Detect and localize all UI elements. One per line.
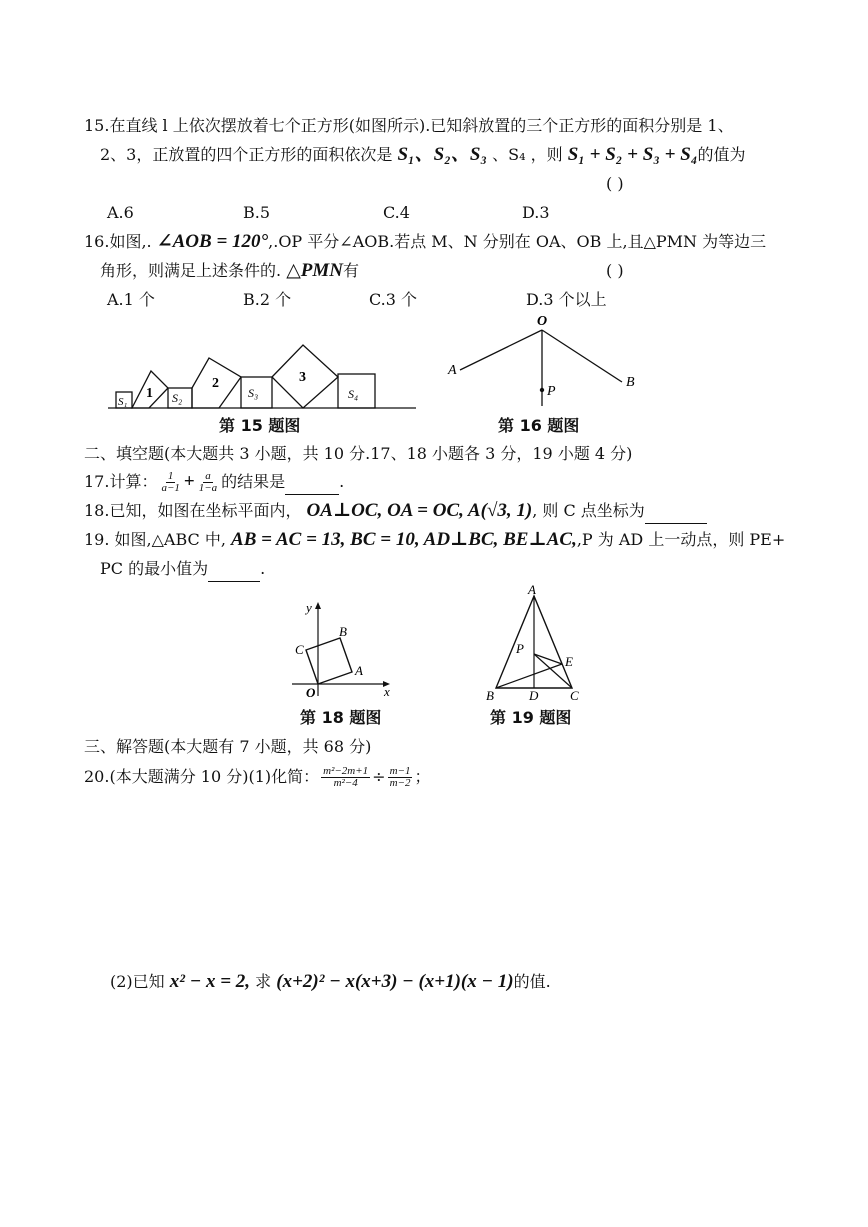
label-s4: S₄	[348, 387, 359, 401]
q18-text-b: , 则 C 点坐标为	[532, 501, 645, 520]
figure-16	[444, 310, 644, 414]
ray-ob	[542, 330, 622, 382]
q16-option-c: C.3 个	[369, 290, 418, 309]
q15-line2	[100, 143, 745, 167]
q17-answer-blank[interactable]	[285, 470, 339, 495]
q19-text-a: 19. 如图,△ABC 中,	[84, 530, 226, 549]
q19-line1	[84, 528, 785, 552]
q17-text-a: 17.计算：	[84, 472, 158, 491]
section-3-heading: 三、解答题(本大题有 7 小题，共 68 分)	[84, 737, 372, 756]
label-d: D	[529, 688, 539, 703]
q18-answer-blank[interactable]	[645, 499, 707, 524]
label-p: P	[516, 641, 524, 656]
label-b: B	[339, 624, 347, 639]
q15-line2-text-a: 2、3，正放置的四个正方形的面积依次是	[100, 145, 393, 164]
q17-f1-den: a−1	[161, 482, 180, 494]
q17-text-b: 的结果是	[221, 472, 286, 491]
q17-f2-den: 1−a	[198, 482, 218, 494]
q16-line2-text-b: 有	[343, 261, 360, 280]
label-s3: S₃	[248, 386, 259, 400]
q15-sum: S₁ + S₂ + S₃ + S₄	[567, 144, 698, 165]
q20-p2-expression: (x+2)² − x(x+3) − (x+1)(x − 1)	[276, 971, 514, 992]
q20-f1-den: m²−4	[333, 777, 358, 789]
q20-p2-condition: x² − x = 2,	[169, 971, 251, 992]
figure-18	[286, 596, 396, 700]
q15-option-a: A.6	[107, 203, 134, 222]
q17-f1-num: 1	[167, 470, 174, 482]
label-1: 1	[146, 386, 153, 401]
q17	[84, 470, 344, 495]
q19-end: .	[260, 559, 266, 578]
q15-sep: 、S₄ ，则	[492, 145, 563, 164]
label-a: A	[355, 663, 363, 678]
label-b: B	[486, 688, 494, 703]
q16-angle: ∠AOB = 120°	[156, 231, 269, 252]
point-p	[540, 388, 544, 392]
q18	[84, 499, 707, 524]
figure-18-caption: 第 18 题图	[300, 708, 382, 727]
q15-option-b: B.5	[243, 203, 271, 222]
q15-line1: 15.在直线 l 上依次摆放着七个正方形(如图所示).已知斜放置的三个正方形的面积分别是 1、	[84, 116, 734, 135]
q18-text-a: 18.已知，如图在坐标平面内，	[84, 501, 302, 520]
y-axis-arrow	[315, 602, 321, 609]
q20-end: ；	[414, 767, 431, 786]
q16-line1	[84, 230, 766, 254]
label-y: y	[306, 600, 312, 615]
label-c: C	[570, 688, 579, 703]
q15-s123: S₁、S₂、S₃	[397, 144, 488, 165]
section-2-heading: 二、填空题(本大题共 3 小题，共 10 分.17、18 小题各 3 分，19 小题 4 分)	[84, 444, 633, 463]
q19-text-b: ,P 为 AD 上一动点，则 PE+	[576, 530, 786, 549]
q20-p2-text-c: 的值.	[513, 972, 551, 991]
q20-fraction-1	[321, 766, 370, 789]
q20-part1	[84, 765, 430, 789]
q19-line2	[100, 557, 265, 582]
q16-option-a: A.1 个	[107, 290, 155, 309]
q17-end: .	[339, 472, 345, 491]
label-b: B	[626, 375, 635, 390]
q15-option-c: C.4	[383, 203, 410, 222]
q20-part2	[110, 970, 551, 994]
q20-text-a: 20.(本大题满分 10 分)(1)化简：	[84, 767, 320, 786]
q17-fraction-1	[159, 471, 181, 494]
label-a: A	[448, 363, 457, 378]
q15-answer-paren: ( )	[606, 174, 624, 193]
q20-p2-text-b: 求	[255, 972, 272, 991]
figure-16-caption: 第 16 题图	[498, 416, 580, 435]
q20-f2-den: m−2	[389, 777, 411, 789]
segment-pe	[534, 654, 562, 664]
label-s1: S₁	[118, 396, 128, 408]
label-a: A	[528, 582, 536, 597]
figure-15-caption: 第 15 题图	[219, 416, 301, 435]
label-2: 2	[212, 376, 219, 391]
q16-line1-text-b: ,.OP 平分∠AOB.若点 M、N 分别在 OA、OB 上,且△PMN 为等边三	[268, 232, 767, 251]
q16-triangle: △PMN	[286, 260, 344, 281]
label-e: E	[565, 654, 573, 669]
q16-option-b: B.2 个	[243, 290, 292, 309]
q17-plus: +	[183, 471, 195, 492]
label-3: 3	[299, 370, 306, 385]
q20-p2-text-a: (2)已知	[110, 972, 165, 991]
q20-f1-num: m²−2m+1	[323, 765, 369, 777]
label-s2: S₂	[172, 391, 183, 405]
q17-f2-num: a	[205, 470, 211, 482]
q15-option-d: D.3	[522, 203, 550, 222]
q19-line2-text: PC 的最小值为	[100, 559, 209, 578]
label-x: x	[384, 684, 390, 699]
q17-fraction-2	[197, 471, 219, 494]
q16-line1-text-a: 16.如图,.	[84, 232, 152, 251]
label-p: P	[547, 384, 556, 399]
figure-15	[108, 340, 418, 416]
q16-answer-paren: ( )	[606, 261, 624, 280]
label-c: C	[295, 642, 304, 657]
q16-line2-text-a: 角形，则满足上述条件的.	[100, 261, 282, 280]
figure-19-caption: 第 19 题图	[490, 708, 572, 727]
q20-f2-num: m−1	[389, 765, 411, 777]
q18-math: OA⊥OC, OA = OC, A(√3, 1)	[306, 500, 533, 521]
q15-line2-text-b: 的值为	[697, 145, 746, 164]
ray-oa	[460, 330, 542, 370]
q19-answer-blank[interactable]	[208, 557, 260, 582]
figure-19	[482, 582, 592, 704]
q20-fraction-2	[388, 766, 413, 789]
label-o: O	[537, 314, 548, 329]
q20-divide: ÷	[372, 767, 386, 786]
square-oabc	[306, 638, 352, 684]
label-o: O	[306, 685, 316, 700]
q19-math: AB = AC = 13, BC = 10, AD⊥BC, BE⊥AC,	[231, 529, 577, 550]
segment-be	[496, 664, 562, 688]
q16-line2	[100, 259, 359, 283]
q16-option-d: D.3 个以上	[526, 290, 607, 309]
